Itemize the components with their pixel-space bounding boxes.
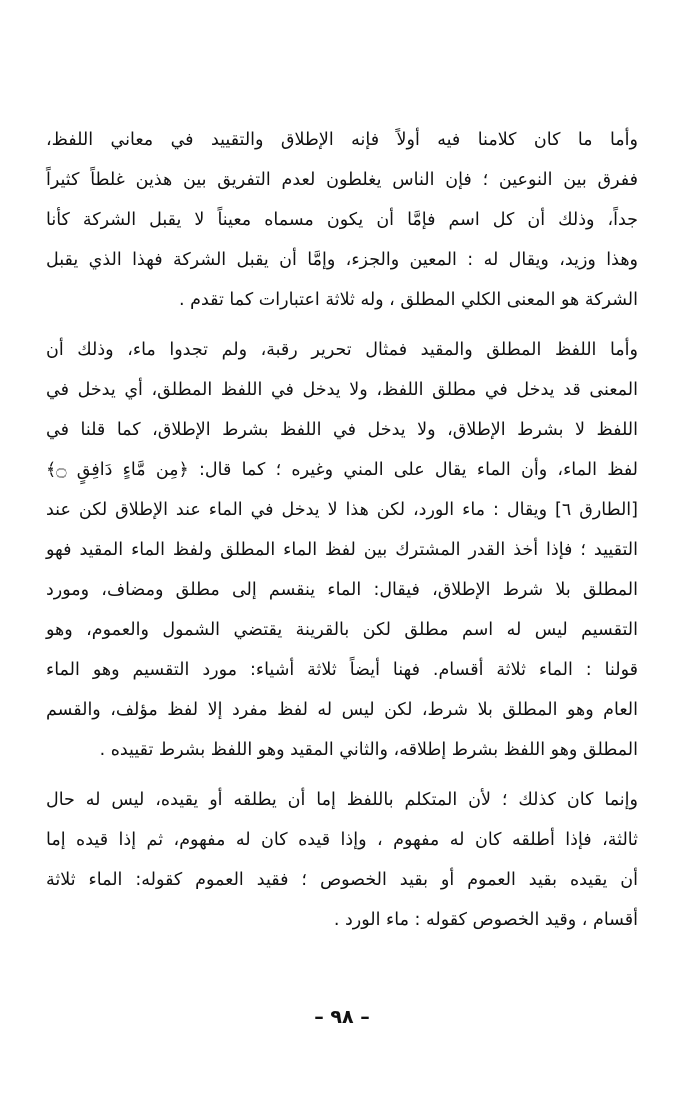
page-number: – ٩٨ – [314, 1006, 370, 1028]
text-line: المطلق وهو اللفظ بشرط إطلاقه، والثاني المقيد وهو اللفظ بشرط تقييده . [99, 740, 638, 760]
text-line: وهذا وزيد، ويقال له : المعين والجزء، وإمَّا أن يقبل الشركة فهذا الذي يقبل [46, 250, 638, 270]
paragraph-2 [46, 330, 638, 770]
text-line: [الطارق ٦] ويقال : ماء الورد، لكن هذا لا يدخل في الماء عند الإطلاق لكن عند [46, 500, 638, 520]
text-line: قولنا : الماء ثلاثة أقسام. فهنا أيضاً ثلاثة أشياء: مورد التقسيم وهو الماء [46, 660, 638, 680]
text-line: وإنما كان كذلك ؛ لأن المتكلم باللفظ إما أن يطلقه أو يقيده، ليس له حال [46, 790, 638, 810]
text-line: اللفظ لا بشرط الإطلاق، ولا يدخل في اللفظ بشرط الإطلاق، كما قلنا في [46, 420, 638, 440]
paragraph-1 [46, 120, 638, 320]
page-body [46, 120, 638, 940]
paragraph-3 [46, 780, 638, 940]
text-line: التقييد ؛ فإذا أخذ القدر المشترك بين لفظ الماء المطلق ولفظ الماء المقيد فهو [46, 540, 638, 560]
text-line: جداً، وذلك أن كل اسم فإمَّا أن يكون مسماه معيناً لا يقبل الشركة كأنا [46, 210, 638, 230]
text-line: وأما ما كان كلامنا فيه أولاً فإنه الإطلاق والتقييد في معاني اللفظ، [46, 130, 638, 150]
text-line: ثالثة، فإذا أطلقه كان له مفهوم ، وإذا قيده كان له مفهوم، ثم إذا قيده إما [46, 830, 638, 850]
text-line: ففرق بين النوعين ؛ فإن الناس يغلطون لعدم التفريق بين هذين غلطاً كثيراً [46, 170, 638, 190]
text-line: أقسام ، وقيد الخصوص كقوله : ماء الورد . [333, 910, 638, 930]
text-line: المطلق بلا شرط الإطلاق، فيقال: الماء ينقسم إلى مطلق ومضاف، ومورد [46, 580, 638, 600]
text-line: المعنى قد يدخل في مطلق اللفظ، ولا يدخل في اللفظ المطلق، أي يدخل في [46, 380, 638, 400]
text-line: التقسيم ليس له اسم مطلق لكن بالقرينة يقتضي الشمول والعموم، وهو [46, 620, 638, 640]
text-line: لفظ الماء، وأن الماء يقال على المني وغيره ؛ كما قال: ﴿مِن مَّاءٍ دَافِقٍ ۝﴾ [46, 460, 638, 480]
text-line: الشركة هو المعنى الكلي المطلق ، وله ثلاثة اعتبارات كما تقدم . [179, 290, 638, 310]
text-line: وأما اللفظ المطلق والمقيد فمثال تحرير رقبة، ولم تجدوا ماء، وذلك أن [46, 340, 638, 360]
text-line: العام وهو المطلق بلا شرط، لكن ليس له لفظ مفرد إلا لفظ مؤلف، والقسم [46, 700, 638, 720]
text-line: أن يقيده بقيد العموم أو بقيد الخصوص ؛ فقيد العموم كقوله: الماء ثلاثة [46, 870, 638, 890]
